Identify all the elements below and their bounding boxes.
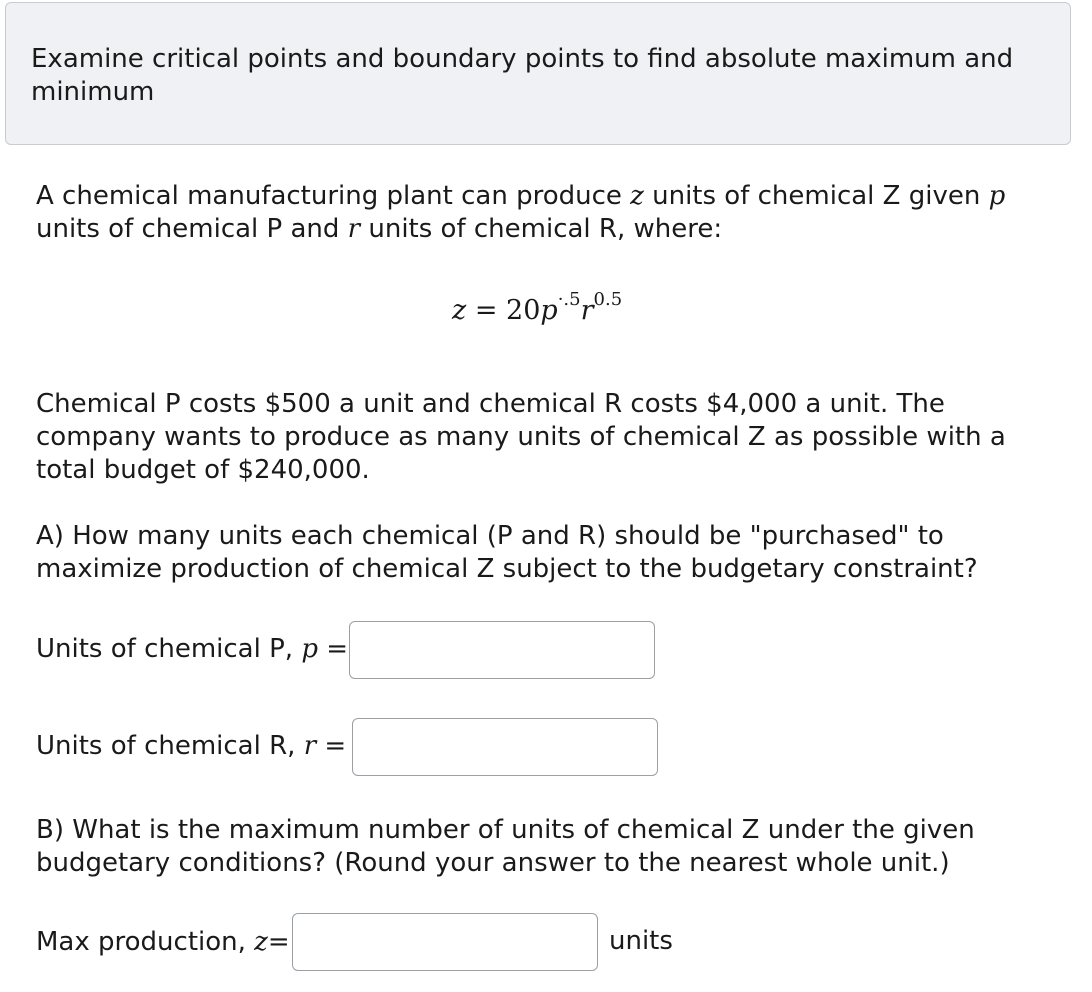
question-b: B) What is the maximum number of units of chemical Z under the given budgetary conditions? (Round your answer to the nearest whole unit.) xyxy=(36,815,975,878)
max-production-input[interactable] xyxy=(292,913,598,971)
question-a: A) How many units each chemical (P and R) should be "purchased" to maximize production of chemical Z subject to the budgetary constraint? xyxy=(36,521,978,584)
field-p-label: Units of chemical P, p = xyxy=(36,634,349,664)
field-z-label: Max production, z= xyxy=(36,927,290,957)
costs-paragraph: Chemical P costs $500 a unit and chemical R costs $4,000 a unit. The company wants to produce as many units of chemical Z as possible with a total budget of $240,000. xyxy=(36,389,1006,485)
var-r: r xyxy=(347,214,361,244)
units-label: units xyxy=(609,926,673,956)
var-z: z xyxy=(630,181,644,211)
hint-box xyxy=(5,2,1071,145)
units-p-input[interactable] xyxy=(349,621,655,679)
intro-paragraph: A chemical manufacturing plant can produce z units of chemical Z given p units of chemical P and r units of chemical R, where: xyxy=(36,181,1006,244)
hint-text: Examine critical points and boundary points to find absolute maximum and minimum xyxy=(31,44,1014,107)
production-formula: $z = 20p^{\cdot.5}r^{0.5}$ xyxy=(452,289,623,326)
var-p: p xyxy=(988,181,1006,211)
units-r-input[interactable] xyxy=(352,718,658,776)
field-r-label: Units of chemical R, r = xyxy=(36,731,347,761)
